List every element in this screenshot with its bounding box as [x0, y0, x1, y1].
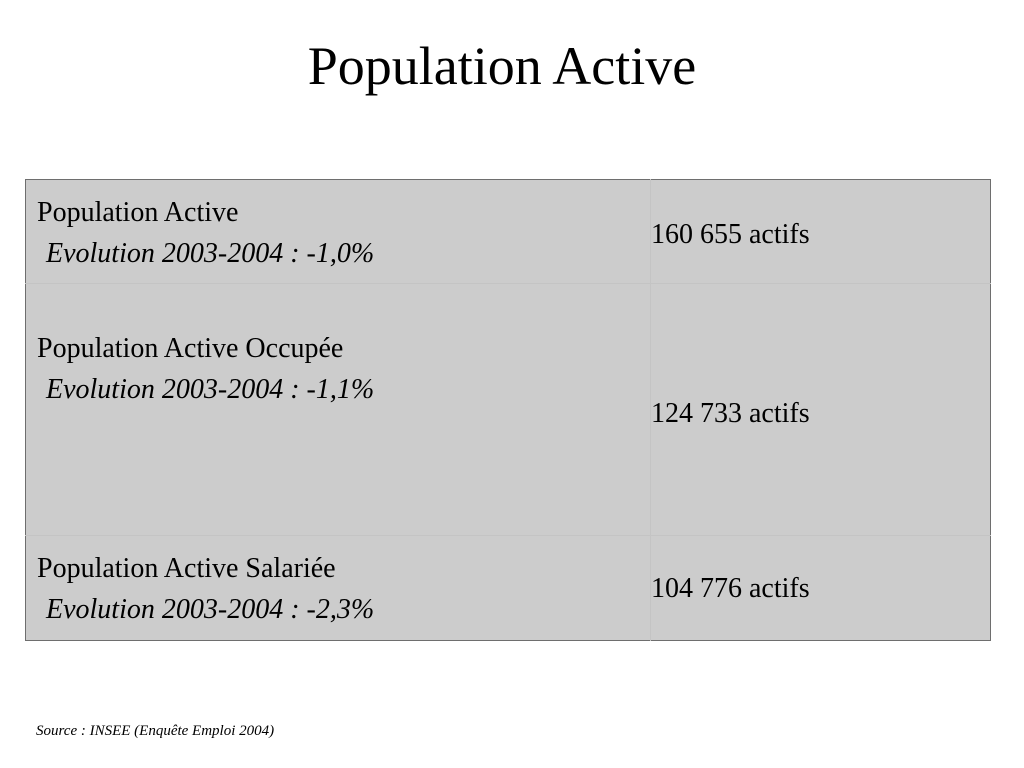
row-value: 160 655 actifs [651, 219, 810, 250]
data-table [25, 179, 991, 641]
source-note: Source : INSEE (Enquête Emploi 2004) [36, 723, 275, 739]
table-row [26, 180, 991, 284]
label-cell [26, 284, 651, 536]
label-cell [26, 180, 651, 284]
row-evolution: Evolution 2003-2004 : -1,0% [46, 238, 375, 269]
row-evolution: Evolution 2003-2004 : -2,3% [46, 594, 375, 625]
page-title: Population Active [307, 36, 697, 96]
row-evolution: Evolution 2003-2004 : -1,1% [46, 374, 375, 405]
table-row [26, 536, 991, 641]
label-cell [26, 536, 651, 641]
table-row [26, 284, 991, 536]
value-cell [651, 284, 991, 536]
row-label: Population Active Salariée [37, 553, 336, 584]
row-value: 124 733 actifs [651, 398, 810, 429]
value-cell [651, 180, 991, 284]
row-label: Population Active Occupée [37, 333, 344, 364]
value-cell [651, 536, 991, 641]
row-label: Population Active [37, 197, 239, 228]
row-value: 104 776 actifs [651, 572, 810, 604]
